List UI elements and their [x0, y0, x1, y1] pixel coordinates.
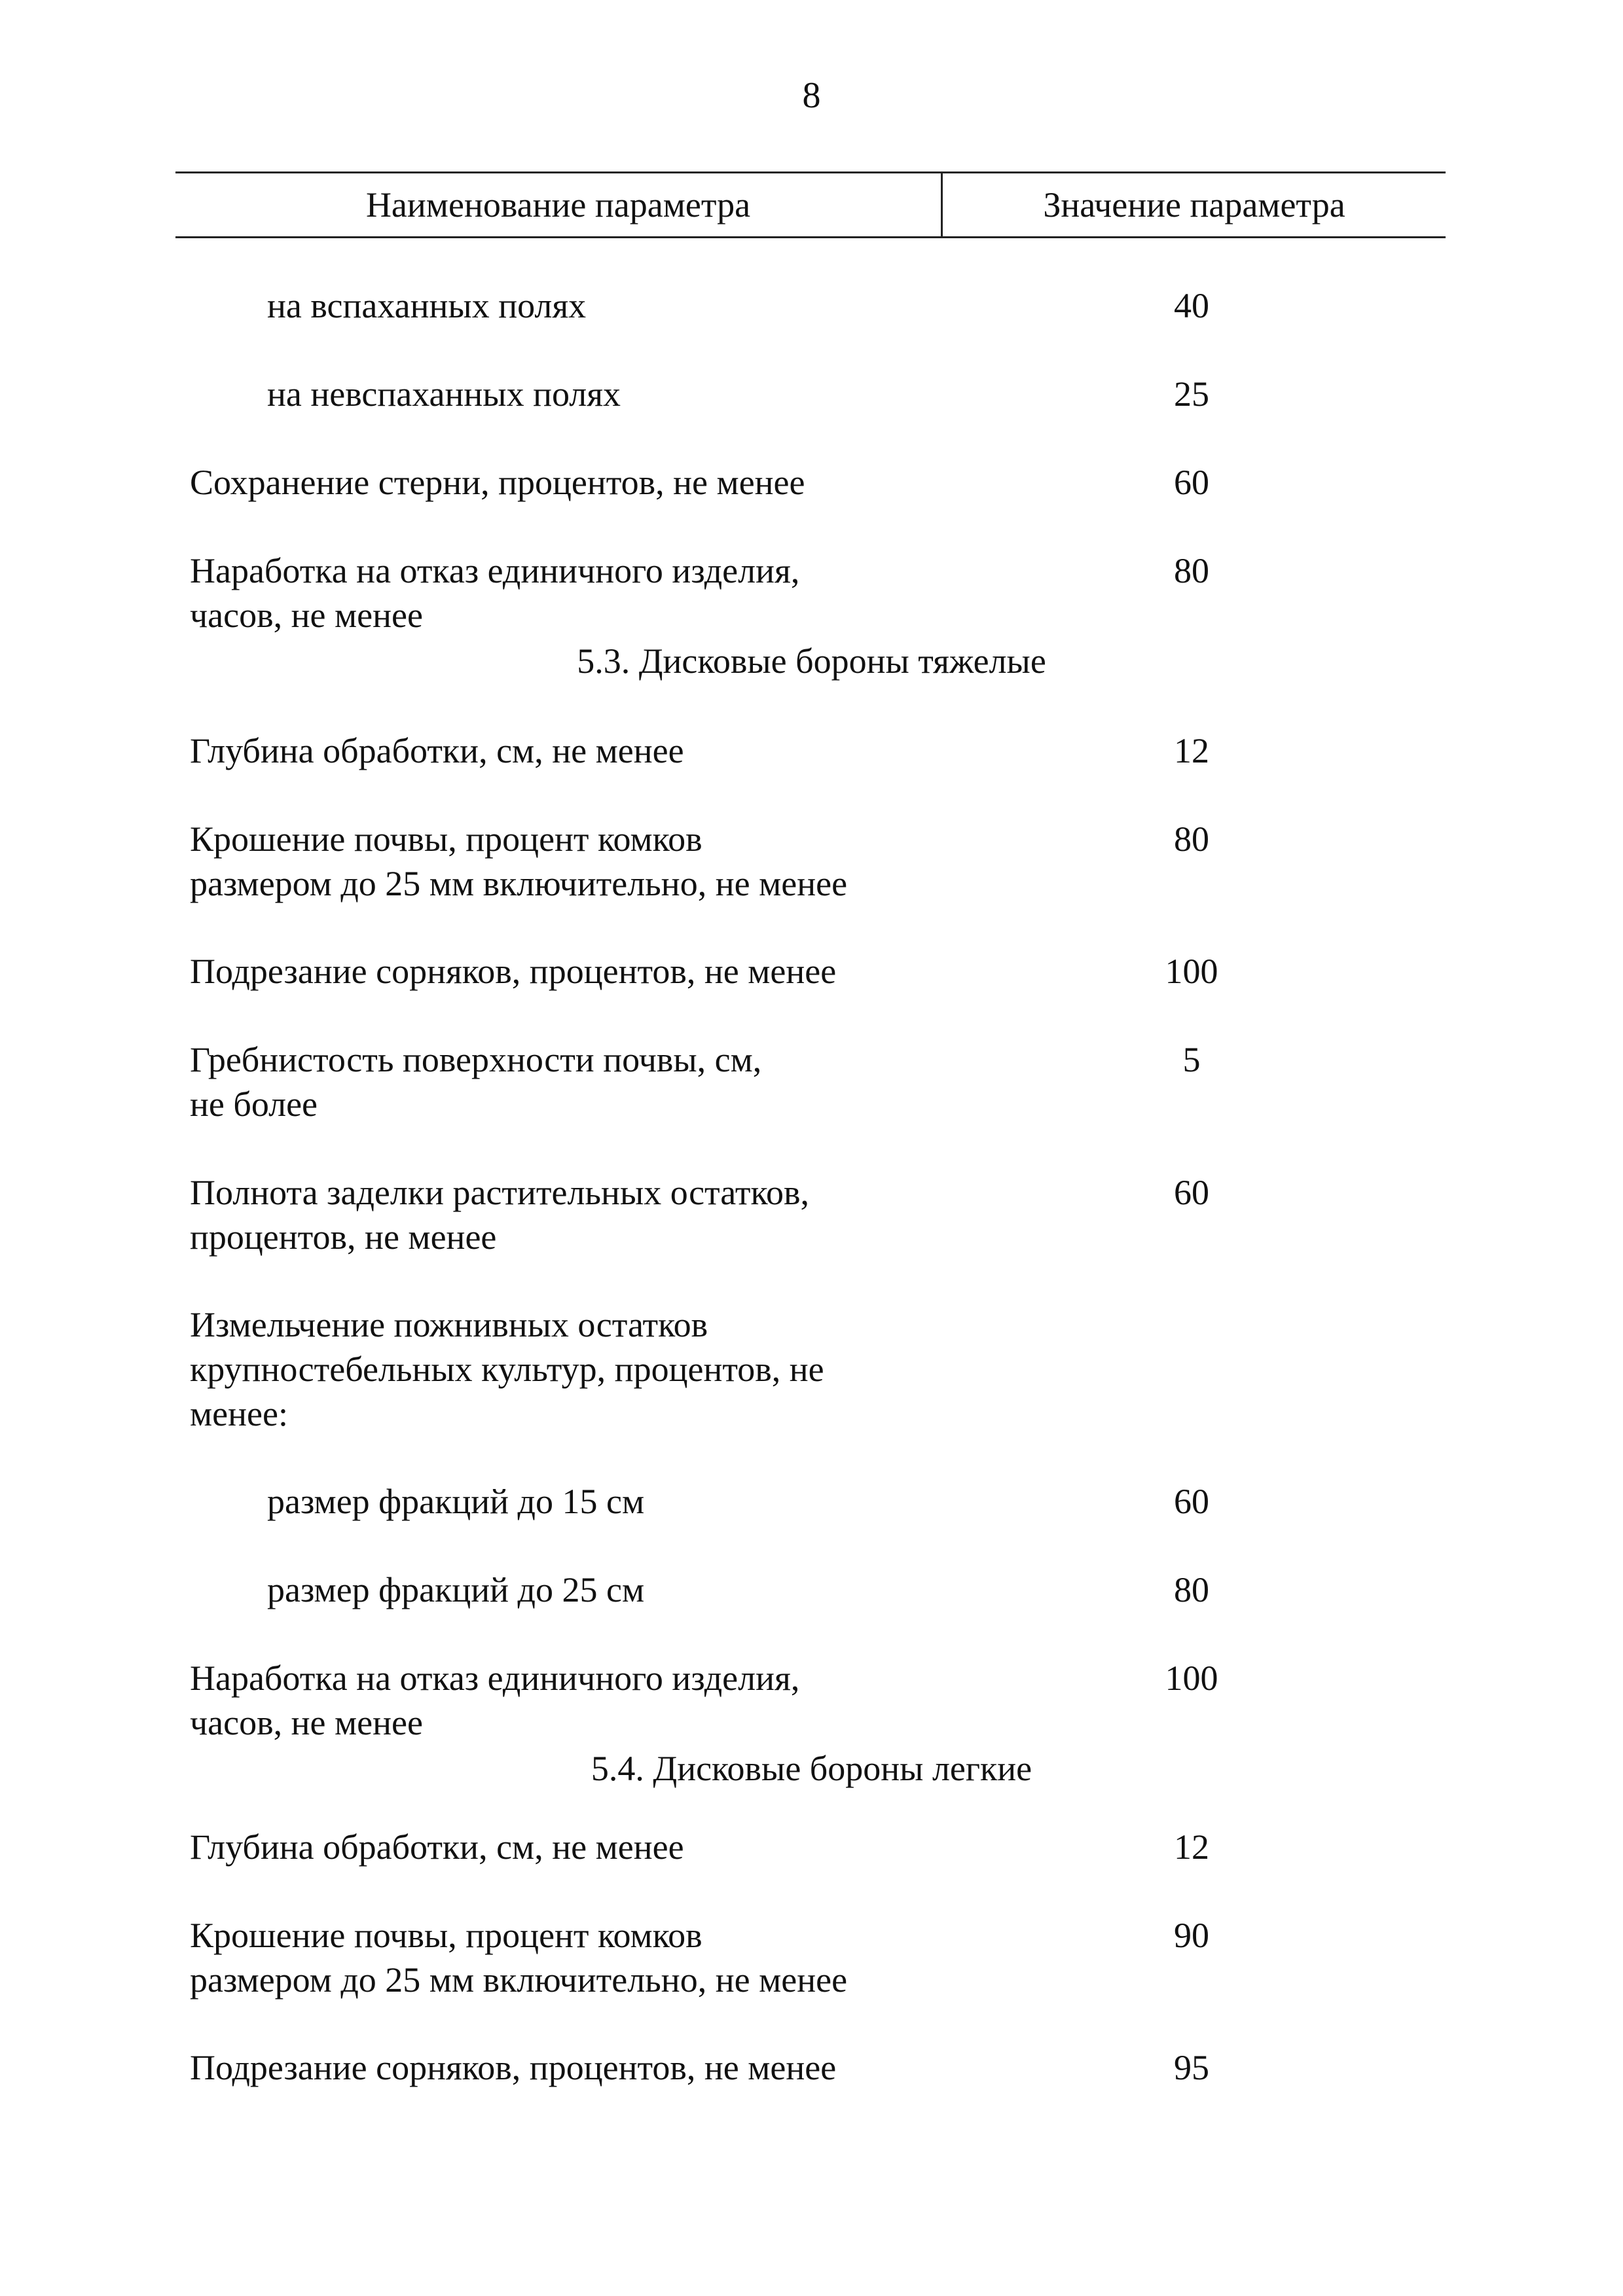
- column-header-parameter-value: Значение параметра: [1043, 185, 1345, 224]
- parameter-name: на невспаханных полях: [267, 374, 621, 414]
- parameter-value: 100: [1165, 952, 1218, 991]
- parameter-value: 60: [1174, 1482, 1209, 1521]
- parameter-name: на вспаханных полях: [267, 286, 587, 325]
- page-number: 8: [802, 75, 821, 116]
- parameter-name: Глубина обработки, см, не менее: [190, 1827, 684, 1867]
- parameter-value: 60: [1174, 463, 1209, 502]
- parameter-value: 25: [1174, 374, 1209, 414]
- parameter-value: 95: [1174, 2048, 1209, 2087]
- parameter-value: 40: [1174, 286, 1209, 325]
- parameter-value: 80: [1174, 551, 1209, 590]
- section-title: 5.4. Дисковые бороны легкие: [591, 1749, 1032, 1788]
- parameter-name: Полнота заделки растительных остатков, процентов, не менее: [190, 1173, 809, 1257]
- parameter-name: Наработка на отказ единичного изделия, часов, не менее: [190, 1659, 800, 1742]
- parameter-name: Гребнистость поверхности почвы, см, не более: [190, 1040, 762, 1124]
- parameter-name: Наработка на отказ единичного изделия, часов, не менее: [190, 551, 800, 635]
- parameter-name: Сохранение стерни, процентов, не менее: [190, 463, 805, 502]
- parameter-name: Подрезание сорняков, процентов, не менее: [190, 2048, 837, 2087]
- parameter-name: размер фракций до 15 см: [267, 1482, 645, 1521]
- parameter-name: Глубина обработки, см, не менее: [190, 731, 684, 770]
- parameter-value: 80: [1174, 819, 1209, 859]
- parameter-value: 12: [1174, 1827, 1209, 1867]
- parameter-value: 60: [1174, 1173, 1209, 1212]
- parameter-value: 80: [1174, 1570, 1209, 1609]
- parameter-name: Крошение почвы, процент комков размером до 25 мм включительно, не менее: [190, 1916, 848, 2000]
- parameter-value: 100: [1165, 1659, 1218, 1698]
- parameter-value: 12: [1174, 731, 1209, 770]
- parameter-name: размер фракций до 25 см: [267, 1570, 645, 1609]
- parameter-value: 90: [1174, 1916, 1209, 1955]
- parameter-name: Подрезание сорняков, процентов, не менее: [190, 952, 837, 991]
- column-header-parameter-name: Наименование параметра: [175, 173, 943, 236]
- parameter-name: Измельчение пожнивных остатков крупностебельных культур, процентов, не менее:: [190, 1305, 824, 1433]
- parameter-name: Крошение почвы, процент комков размером до 25 мм включительно, не менее: [190, 819, 848, 903]
- parameter-value: 5: [1182, 1040, 1201, 1079]
- section-title: 5.3. Дисковые бороны тяжелые: [577, 641, 1046, 681]
